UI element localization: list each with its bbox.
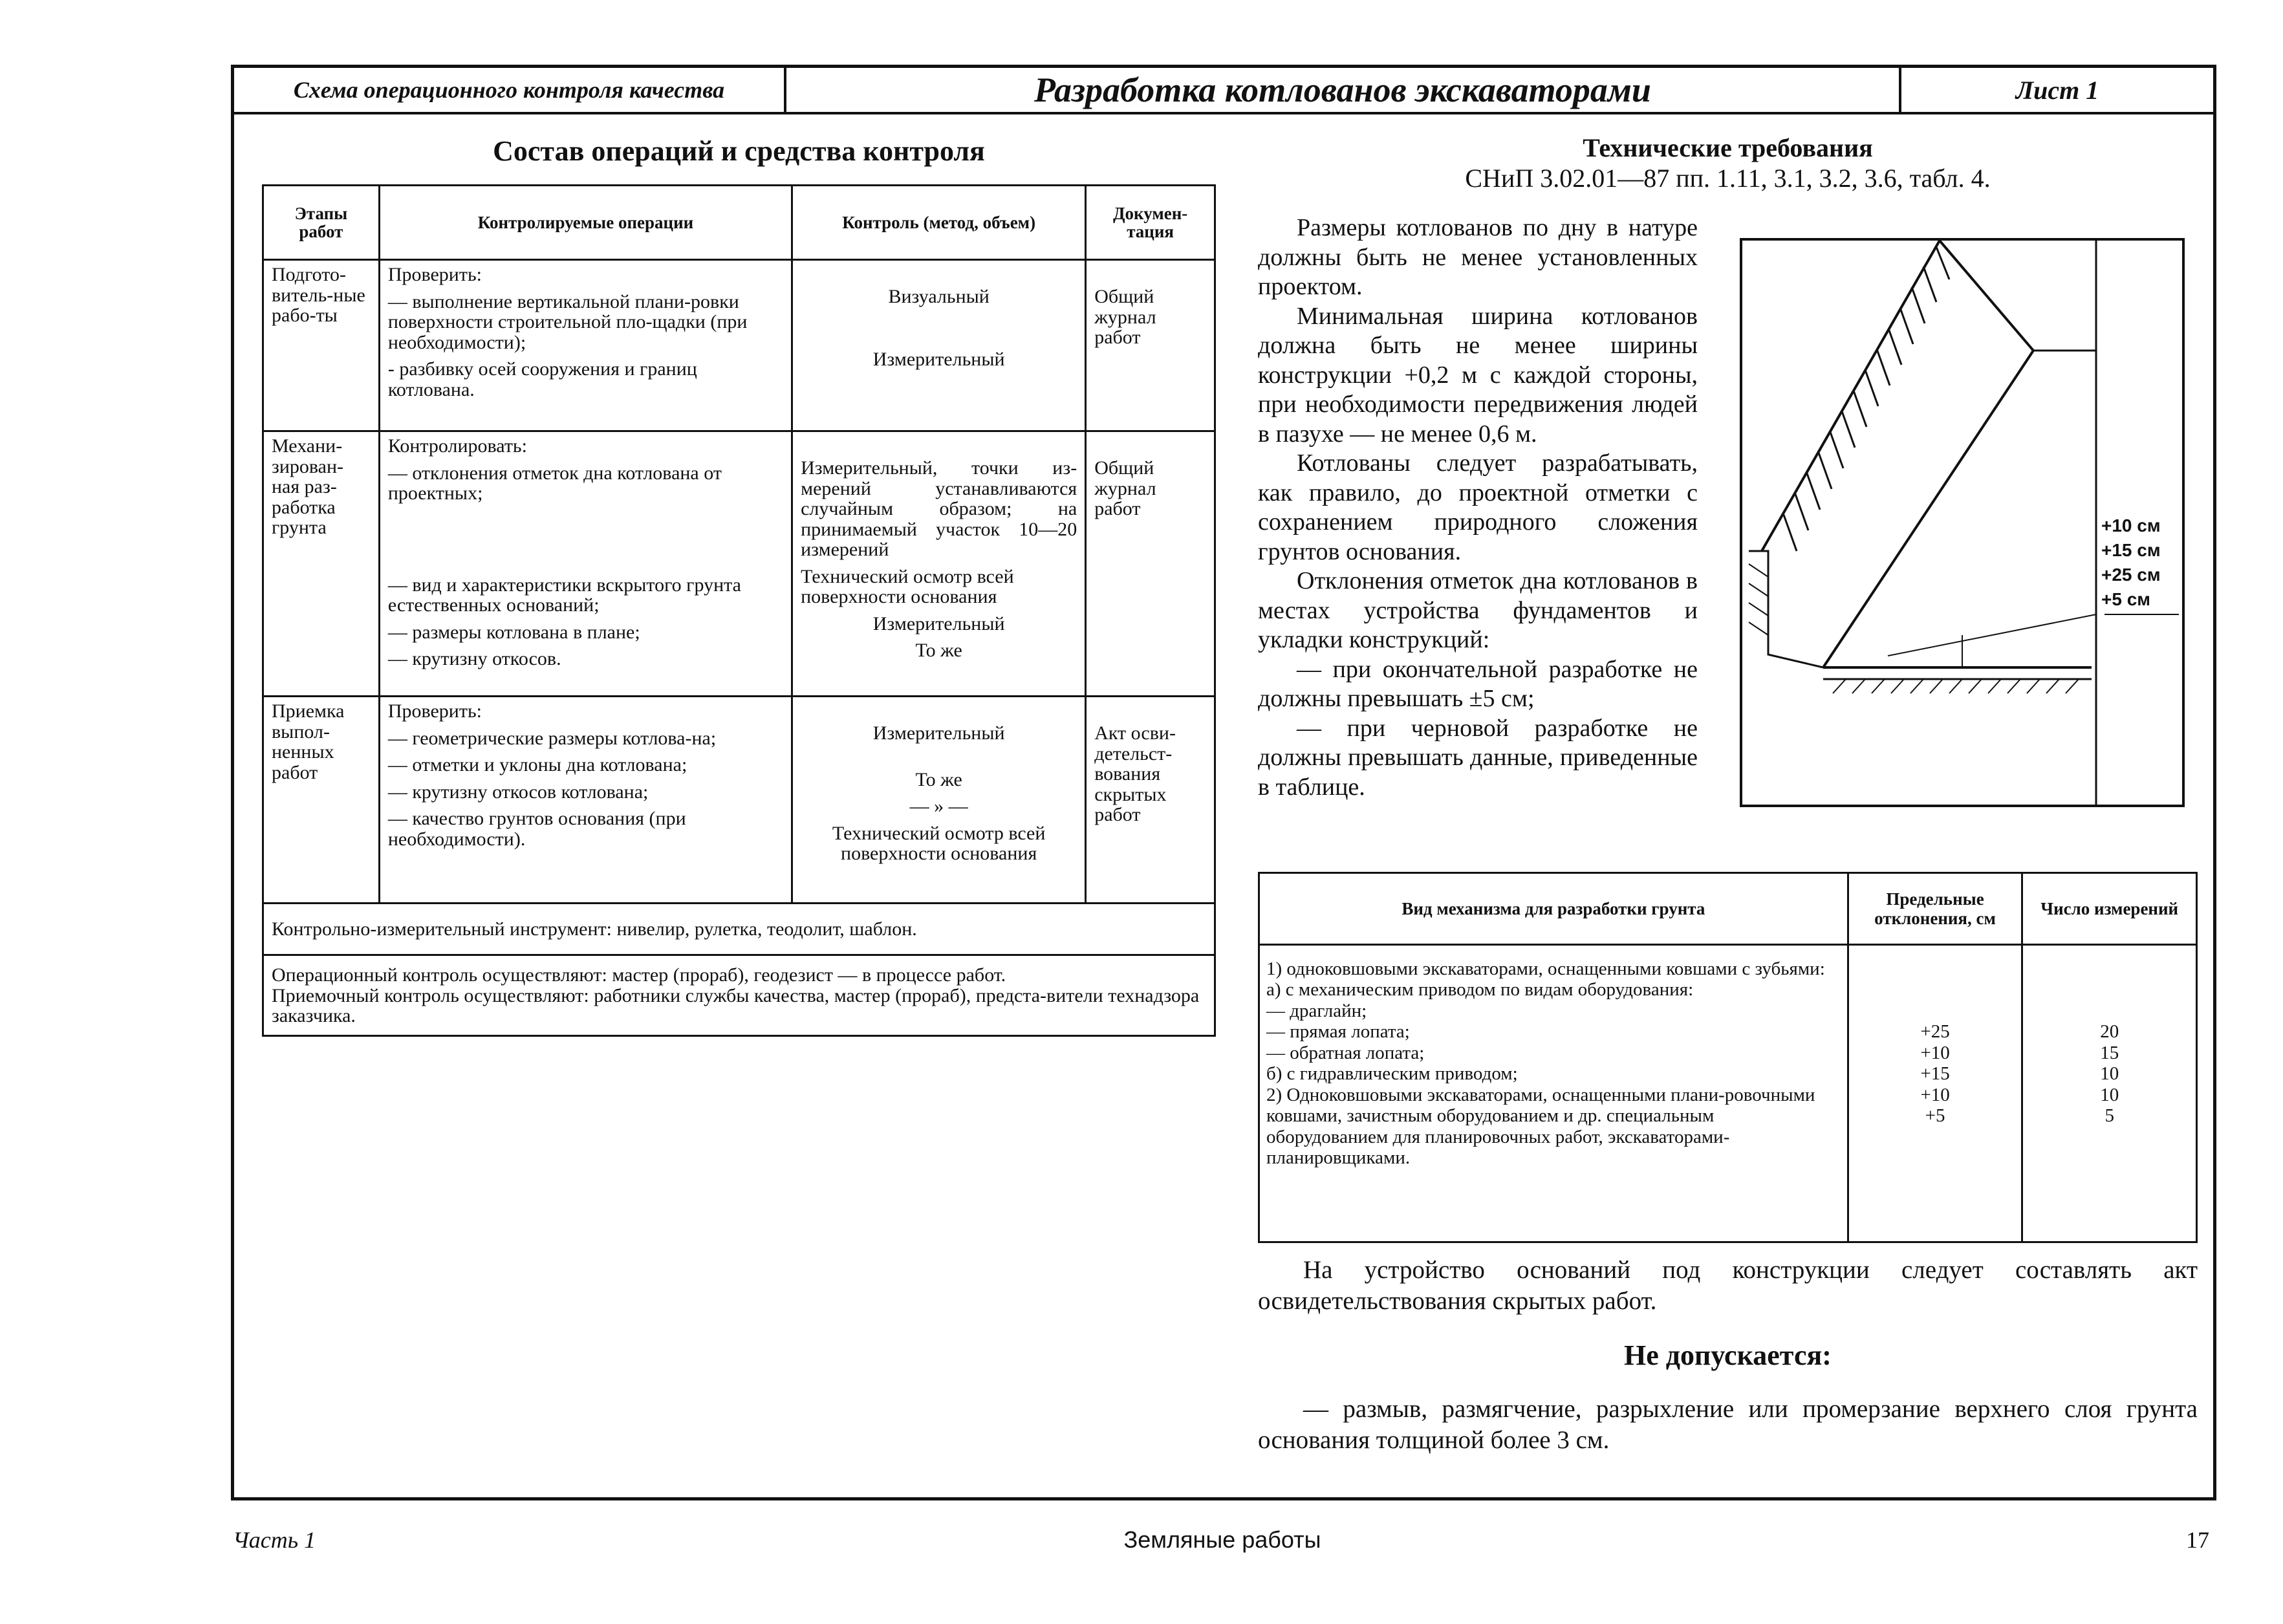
control-method: Измерительный bbox=[872, 722, 1005, 744]
page-number: 17 bbox=[2186, 1527, 2209, 1553]
control-method: То же bbox=[915, 640, 962, 661]
doc-cell bbox=[1086, 697, 1215, 904]
table-row bbox=[263, 697, 1215, 904]
control-cell bbox=[792, 260, 1086, 431]
count-value bbox=[2029, 1001, 2189, 1021]
act-text: На устройство оснований под конструкции следует составлять акт освидетельствования скрытых работ. bbox=[1258, 1256, 2198, 1315]
col-documentation: Докумен-тация bbox=[1086, 186, 1215, 260]
col-control: Контроль (метод, объем) bbox=[792, 186, 1086, 260]
doc-cell bbox=[1086, 260, 1215, 431]
tolerance-label: +10 см bbox=[2101, 515, 2161, 536]
deviation-cell bbox=[1848, 945, 2022, 1242]
table-header-row bbox=[263, 186, 1215, 260]
deviation-value: +25 bbox=[1920, 1021, 1950, 1043]
operation: — геометрические размеры котлова-на; bbox=[387, 727, 717, 749]
documentation: Общий журнал работ bbox=[1094, 457, 1156, 519]
control-method: Визуальный bbox=[888, 286, 990, 307]
instruments-row bbox=[263, 904, 1215, 955]
count-value: 20 bbox=[2100, 1021, 2119, 1043]
col-deviation: Предельные отклонения, см bbox=[1848, 873, 2022, 945]
left-section-title: Состав операций и средства контроля bbox=[493, 135, 985, 167]
control-method: Измерительный, точки из-мерений устанавливаются случайным образом; на принимаемый участок 10—20 измерений bbox=[801, 457, 1077, 560]
col-operations: Контролируемые операции bbox=[379, 186, 792, 260]
control-method: Технический осмотр всей поверхности основания bbox=[801, 565, 1014, 607]
bottom-hatching bbox=[1833, 679, 2079, 693]
deviation-value: +5 bbox=[1925, 1105, 1945, 1127]
requirement-paragraph: — при окончательной разработке не должны превышать ±5 см; bbox=[1258, 655, 1698, 712]
tolerance-label: +15 см bbox=[2101, 540, 2161, 560]
stage-name: Механи-зирован-ная раз-работка грунта bbox=[263, 431, 380, 697]
deviation-value bbox=[1856, 1001, 2015, 1021]
control-notes bbox=[263, 955, 1215, 1036]
footer-section: Земляные работы bbox=[1123, 1526, 1321, 1553]
doc-cell bbox=[1086, 431, 1215, 697]
tolerance-label: +5 см bbox=[2101, 589, 2150, 609]
count-value: 10 bbox=[2100, 1084, 2119, 1105]
count-value: 5 bbox=[2104, 1105, 2114, 1127]
count-value bbox=[2029, 958, 2189, 979]
operation: — отклонения отметок дна котлована от проектных; bbox=[387, 462, 722, 504]
header-left: Схема операционного контроля качества bbox=[234, 68, 786, 112]
deviation-value: +10 bbox=[1920, 1042, 1950, 1063]
snip-reference: СНиП 3.02.01—87 пп. 1.11, 3.1, 3.2, 3.6, табл. 4. bbox=[1465, 164, 1991, 193]
table-header-row bbox=[1259, 873, 2197, 945]
deviation-value: +15 bbox=[1920, 1063, 1950, 1085]
mechanism-name: — драглайн; bbox=[1266, 1000, 1367, 1021]
operation: — отметки и уклоны дна котлована; bbox=[387, 754, 687, 775]
mechanism-cell bbox=[1259, 945, 1848, 1242]
requirement-paragraph: Котлованы следует разрабатывать, как правило, до проектной отметки с сохранением природного сложения грунтов основания. bbox=[1258, 449, 1698, 565]
col-stages: Этапы работ bbox=[263, 186, 380, 260]
operation: — крутизну откосов. bbox=[387, 648, 561, 669]
count-value: 15 bbox=[2100, 1042, 2119, 1063]
requirement-paragraph: Размеры котлованов по дну в натуре должны быть не менее установленных проектом. bbox=[1258, 214, 1698, 300]
tolerance-labels bbox=[2101, 514, 2185, 612]
stage-name: Подгото-витель-ные рабо-ты bbox=[263, 260, 380, 431]
operation: - разбивку осей сооружения и границ котлована. bbox=[387, 358, 697, 400]
footer-part: Часть 1 bbox=[233, 1527, 316, 1553]
operation: — размеры котлована в плане; bbox=[387, 621, 640, 643]
control-method: Технический осмотр всей поверхности основания bbox=[832, 822, 1046, 864]
mechanism-name: 2) Одноковшовыми экскаваторами, оснащенными плани-ровочными ковшами, зачистным оборудованием и др. специальным оборудованием для планировочных работ, экскаваторами-планировщиками. bbox=[1266, 1084, 1815, 1169]
mechanism-table bbox=[1258, 872, 2198, 1243]
mechanism-name: б) с гидравлическим приводом; bbox=[1266, 1063, 1518, 1085]
acceptance-control: Приемочный контроль осуществляют: работники службы качества, мастер (прораб), предста-вители технадзора заказчика. bbox=[272, 984, 1200, 1026]
control-method: — » — bbox=[909, 796, 968, 817]
requirement-paragraph: — при черновой разработке не должны превышать данные, приведенные в таблице. bbox=[1258, 714, 1698, 801]
header-title: Разработка котлованов экскаваторами bbox=[786, 68, 1901, 112]
mechanism-name: — прямая лопата; bbox=[1266, 1021, 1410, 1043]
table-row bbox=[263, 431, 1215, 697]
mechanism-name: 1) одноковшовыми экскаваторами, оснащенными ковшами с зубьями: bbox=[1266, 958, 1825, 979]
header-sheet: Лист 1 bbox=[2015, 75, 2099, 105]
operation: — выполнение вертикальной плани-ровки поверхности строительной пло-щадки (при необходимости); bbox=[387, 290, 748, 353]
control-method: Измерительный bbox=[872, 612, 1005, 634]
operation-lead: Проверить: bbox=[387, 700, 482, 722]
act-note bbox=[1258, 1255, 2198, 1317]
col-mechanism: Вид механизма для разработки грунта bbox=[1259, 873, 1848, 945]
control-method: То же bbox=[915, 768, 962, 790]
not-allowed-item: — размыв, размягчение, разрыхление или промерзание верхнего слоя грунта основания толщиной более 3 см. bbox=[1258, 1395, 2198, 1454]
operation-lead: Контролировать: bbox=[387, 435, 527, 457]
excavation-diagram bbox=[1740, 238, 2185, 807]
operational-control: Операционный контроль осуществляют: мастер (прораб), геодезист — в процессе работ. bbox=[272, 964, 1006, 986]
deviation-value: +10 bbox=[1920, 1084, 1950, 1105]
not-allowed-title: Не допускается: bbox=[1624, 1339, 1832, 1371]
requirement-paragraph: Отклонения отметок дна котлованов в местах устройства фундаментов и укладки конструкций: bbox=[1258, 567, 1698, 653]
slope-hatching bbox=[1784, 247, 1949, 551]
mechanism-name: — обратная лопата; bbox=[1266, 1042, 1425, 1063]
operations-table bbox=[262, 184, 1216, 1037]
operation-lead: Проверить: bbox=[387, 264, 482, 285]
header-bar bbox=[234, 68, 2213, 114]
col-measurements: Число измерений bbox=[2022, 873, 2197, 945]
operations-cell bbox=[379, 697, 792, 904]
stage-name: Приемка выпол-ненных работ bbox=[263, 697, 380, 904]
table-row bbox=[263, 260, 1215, 431]
requirement-paragraph: Минимальная ширина котлованов должна быть не менее ширины конструкции +0,2 м с каждой стороны, при необходимости передвижения людей в пазухе — не менее 0,6 м. bbox=[1258, 302, 1698, 448]
operations-cell bbox=[379, 260, 792, 431]
table-row bbox=[1259, 945, 2197, 1242]
control-row bbox=[263, 955, 1215, 1036]
control-cell bbox=[792, 431, 1086, 697]
control-method: Измерительный bbox=[872, 348, 1005, 370]
documentation: Акт осви-детельст-вования скрытых работ bbox=[1094, 722, 1176, 825]
documentation: Общий журнал работ bbox=[1094, 286, 1156, 348]
operation: — качество грунтов основания (при необходимости). bbox=[387, 808, 686, 850]
deviation-value bbox=[1856, 958, 2015, 979]
count-value: 10 bbox=[2100, 1063, 2119, 1085]
operation: — вид и характеристики вскрытого грунта естественных оснований; bbox=[387, 574, 741, 616]
operations-cell bbox=[379, 431, 792, 697]
right-section-title: Технические требования bbox=[1583, 133, 1873, 162]
count-cell bbox=[2022, 945, 2197, 1242]
tolerance-label: +25 см bbox=[2101, 565, 2161, 585]
requirements-text bbox=[1258, 213, 1698, 802]
operation: — крутизну откосов котлована; bbox=[387, 781, 649, 803]
control-cell bbox=[792, 697, 1086, 904]
not-allowed-list bbox=[1258, 1394, 2198, 1456]
mechanism-name: а) с механическим приводом по видам оборудования: bbox=[1266, 979, 1694, 1001]
instruments: Контрольно-измерительный инструмент: нивелир, рулетка, теодолит, шаблон. bbox=[263, 904, 1215, 955]
